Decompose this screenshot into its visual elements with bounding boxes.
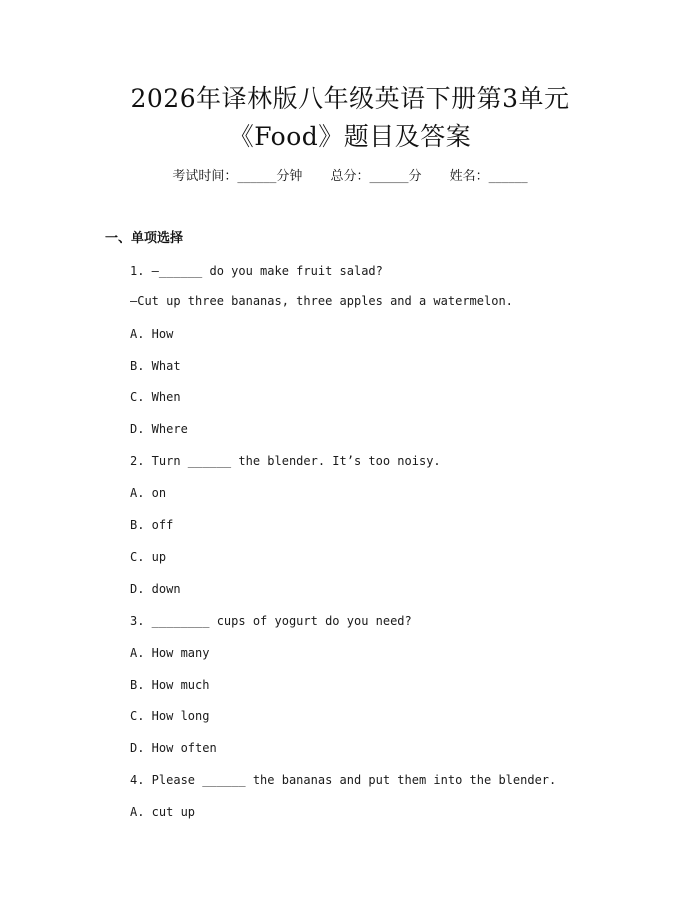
section-heading: 一、单项选择 — [105, 231, 184, 246]
exam-time: 考试时间：______分钟 — [172, 169, 303, 184]
title-line-2: 《Food》题目及答案 — [228, 122, 472, 151]
question-1-text: 1. —______ do you make fruit salad? — [130, 264, 383, 278]
exam-meta — [0, 170, 700, 183]
question-2-text: 2. Turn ______ the blender. It’s too noisy. — [130, 454, 441, 468]
question-4-text: 4. Please ______ the bananas and put them into the blender. — [130, 773, 557, 787]
q2-option-a: A. on — [130, 486, 167, 500]
exam-total-score: 总分：______分 — [330, 169, 422, 184]
q3-option-b: B. How much — [130, 678, 210, 692]
title-line-1: 2026年译林版八年级英语下册第3单元 — [130, 84, 570, 113]
q1-option-c: C. When — [130, 390, 181, 404]
question-3-text: 3. ________ cups of yogurt do you need? — [130, 614, 412, 628]
q1-option-a: A. How — [130, 327, 174, 341]
q1-option-b: B. What — [130, 359, 181, 373]
q3-option-c: C. How long — [130, 709, 210, 723]
exam-name: 姓名：______ — [449, 169, 528, 184]
q2-option-d: D. down — [130, 582, 181, 596]
q2-option-c: C. up — [130, 550, 167, 564]
q1-option-d: D. Where — [130, 422, 188, 436]
question-1-dialogue: —Cut up three bananas, three apples and a watermelon. — [130, 294, 513, 308]
q4-option-a: A. cut up — [130, 805, 196, 819]
q3-option-a: A. How many — [130, 646, 210, 660]
q3-option-d: D. How often — [130, 741, 217, 755]
q2-option-b: B. off — [130, 518, 174, 532]
